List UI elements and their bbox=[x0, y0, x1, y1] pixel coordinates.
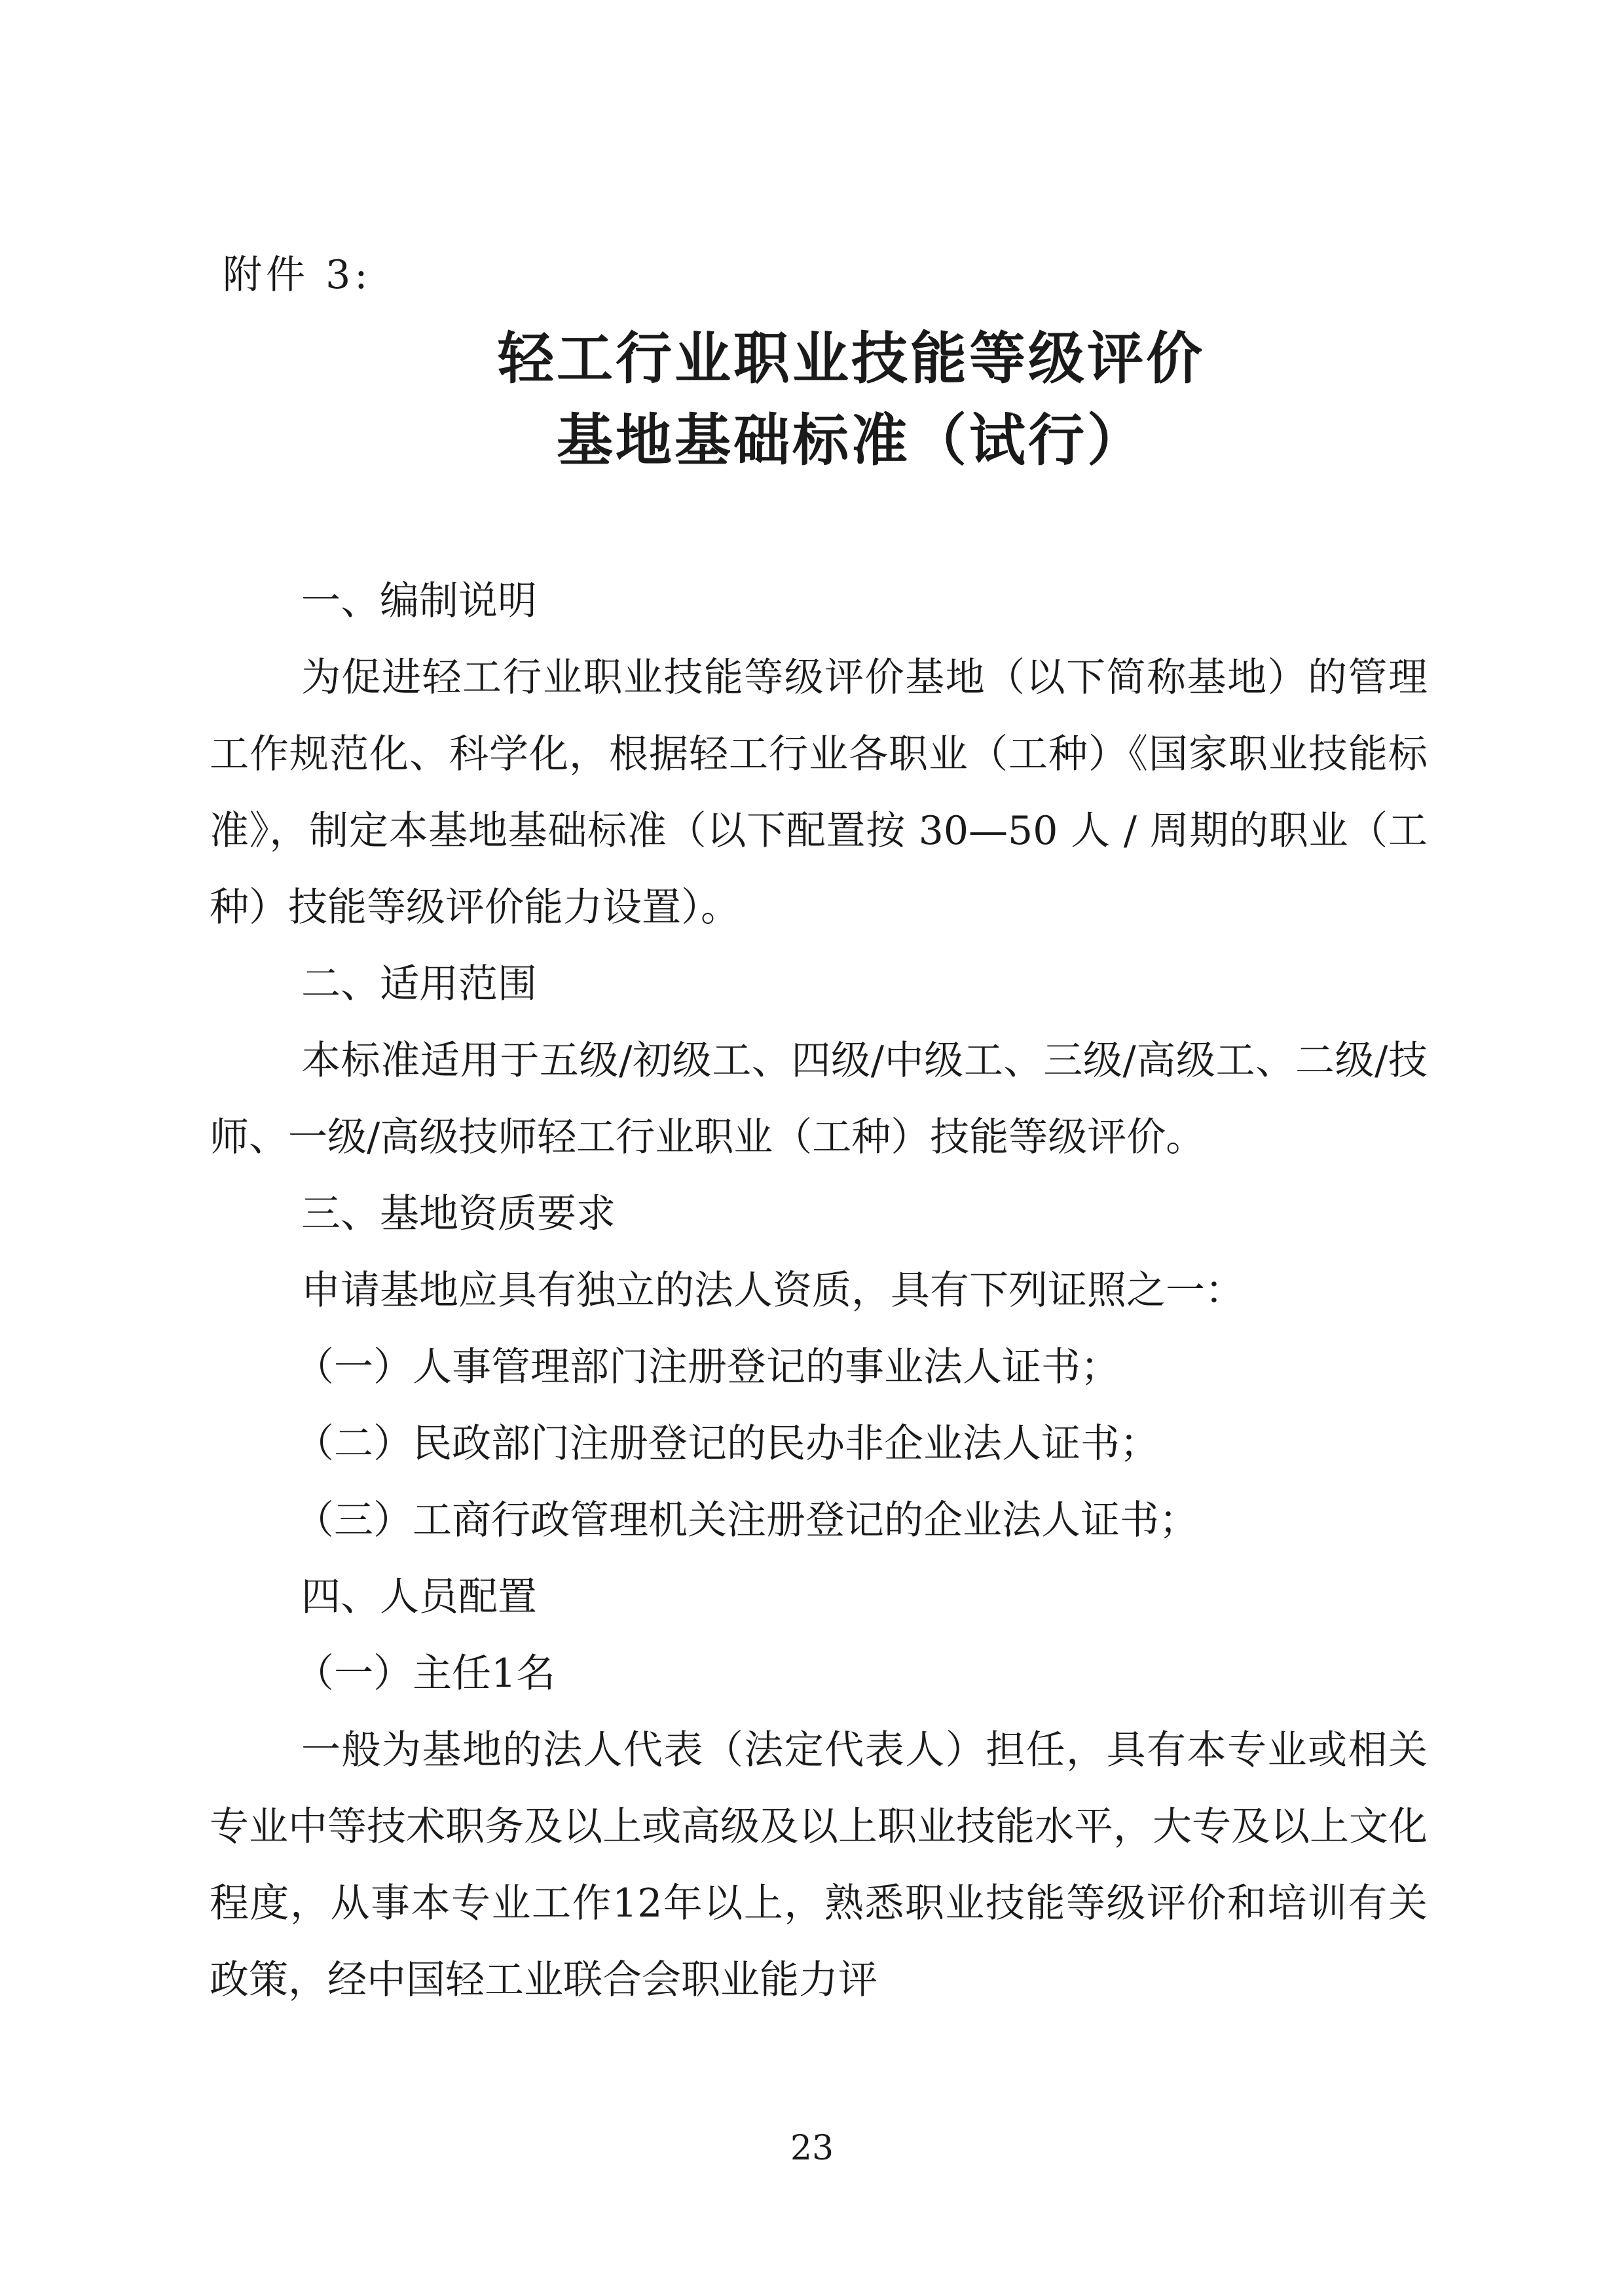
section-1-paragraph: 为促进轻工行业职业技能等级评价基地（以下简称基地）的管理工作规范化、科学化，根据轻工行业各职业（工种）《国家职业技能标准》，制定本基地基础标准（以下配置按 30—50 人 / 周期的职业（工种）技能等级评价能力设置）。 bbox=[210, 655, 1428, 930]
section-2-heading: 二、适用范围 bbox=[301, 961, 537, 1007]
section-1-heading: 一、编制说明 bbox=[301, 578, 537, 624]
section-3-heading: 三、基地资质要求 bbox=[301, 1191, 616, 1237]
section-3-item-3: （三）工商行政管理机关注册登记的企业法人证书； bbox=[295, 1497, 1198, 1543]
section-4-heading: 四、人员配置 bbox=[301, 1574, 537, 1620]
section-4-paragraph: 一般为基地的法人代表（法定代表人）担任，具有本专业或相关专业中等技术职务及以上或高级及以上职业技能水平，大专及以上文化程度，从事本专业工作12年以上，熟悉职业技能等级评价和培训有关政策，经中国轻工业联合会职业能力评 bbox=[210, 1727, 1428, 2003]
attachment-label: 附件 3: bbox=[223, 252, 372, 298]
document-title-line-1: 轻工行业职业技能等级评价 bbox=[498, 326, 1205, 392]
document-title-line-2: 基地基础标准（试行） bbox=[557, 408, 1146, 473]
section-3-paragraph: 申请基地应具有独立的法人资质，具有下列证照之一： bbox=[301, 1268, 1244, 1313]
section-4-subheading: （一）主任1名 bbox=[295, 1651, 556, 1697]
page-number: 23 bbox=[790, 2129, 834, 2168]
section-3-item-2: （二）民政部门注册登记的民办非企业法人证书； bbox=[295, 1421, 1159, 1467]
section-3-item-1: （一）人事管理部门注册登记的事业法人证书； bbox=[295, 1344, 1120, 1390]
document-body bbox=[210, 563, 1428, 2019]
section-2-paragraph: 本标准适用于五级/初级工、四级/中级工、三级/高级工、二级/技师、一级/高级技师轻工行业职业（工种）技能等级评价。 bbox=[210, 1038, 1428, 1160]
